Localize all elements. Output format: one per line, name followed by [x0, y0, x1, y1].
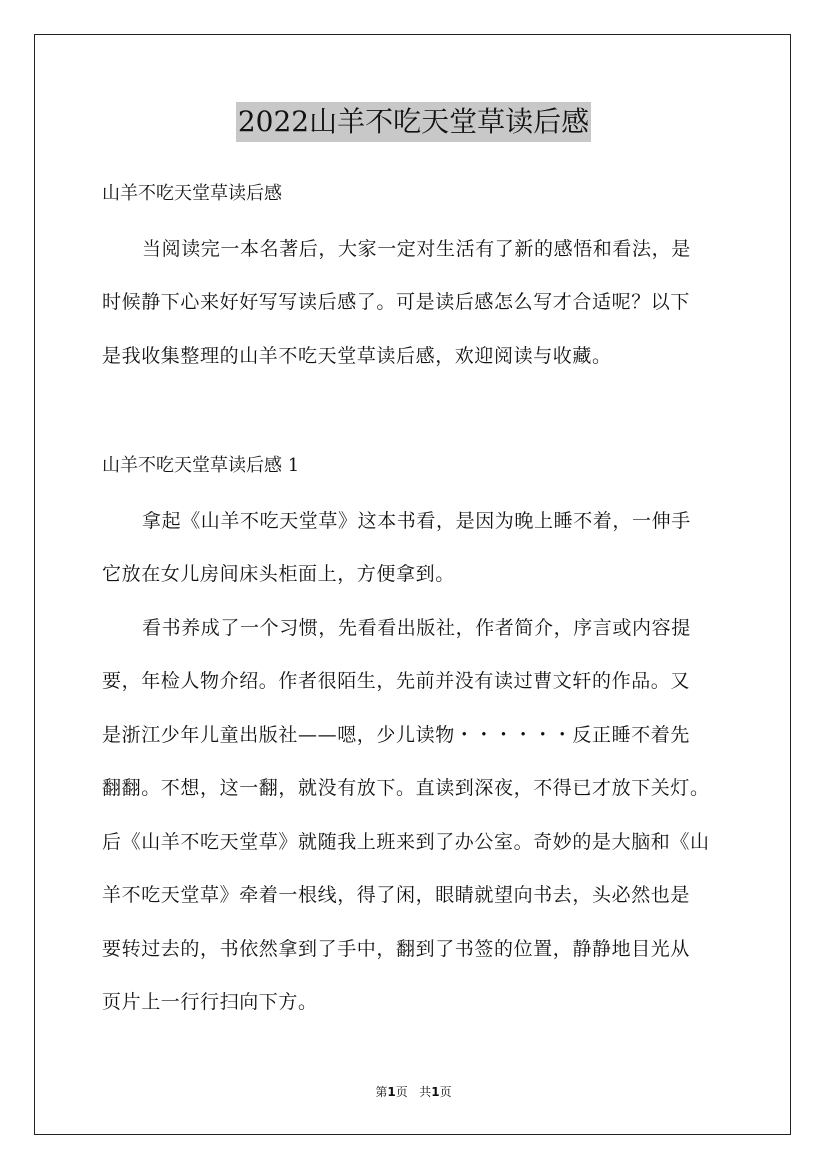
footer-page-prefix: 第 [375, 1085, 388, 1099]
intro-line-1: 当阅读完一本名著后，大家一定对生活有了新的感悟和看法，是 [142, 238, 691, 260]
intro-line-2: 时候静下心来好好写写读后感了。可是读后感怎么写才合适呢？以下 [102, 291, 691, 313]
para2-line-4: 翻翻。不想，这一翻，就没有放下。直读到深夜，不得已才放下关灯。 [102, 777, 710, 799]
para2-line-5: 后《山羊不吃天堂草》就随我上班来到了办公室。奇妙的是大脑和《山 [102, 831, 710, 853]
document-title: 2022山羊不吃天堂草读后感 [236, 102, 591, 142]
para1-line-1: 拿起《山羊不吃天堂草》这本书看，是因为晚上睡不着，一伸手 [142, 510, 691, 532]
para2-line-3: 是浙江少年儿童出版社——嗯，少儿读物・・・・・・反正睡不着先 [102, 724, 691, 746]
para1-line-2: 它放在女儿房间床头柜面上，方便拿到。 [102, 563, 455, 585]
para2-line-8: 页片上一行行扫向下方。 [102, 991, 318, 1013]
para2-line-7: 要转过去的，书依然拿到了手中，翻到了书签的位置，静静地目光从 [102, 938, 691, 960]
footer-page-suffix: 页 [395, 1085, 408, 1099]
title-container [0, 102, 827, 142]
section-heading: 山羊不吃天堂草读后感 1 [102, 455, 300, 476]
para2-line-1: 看书养成了一个习惯，先看看出版社，作者简介，序言或内容提 [142, 617, 691, 639]
footer-total-number: 1 [431, 1085, 440, 1099]
para2-line-2: 要，年检人物介绍。作者很陌生，先前并没有读过曹文轩的作品。又 [102, 670, 691, 692]
footer-total-suffix: 页 [439, 1085, 452, 1099]
intro-line-3: 是我收集整理的山羊不吃天堂草读后感，欢迎阅读与收藏。 [102, 345, 612, 367]
intro-heading: 山羊不吃天堂草读后感 [102, 183, 282, 204]
page-footer [0, 1084, 827, 1100]
footer-total-prefix: 共 [419, 1085, 432, 1099]
footer-page-number: 1 [387, 1085, 396, 1099]
para2-line-6: 羊不吃天堂草》牵着一根线，得了闲，眼睛就望向书去，头必然也是 [102, 884, 691, 906]
